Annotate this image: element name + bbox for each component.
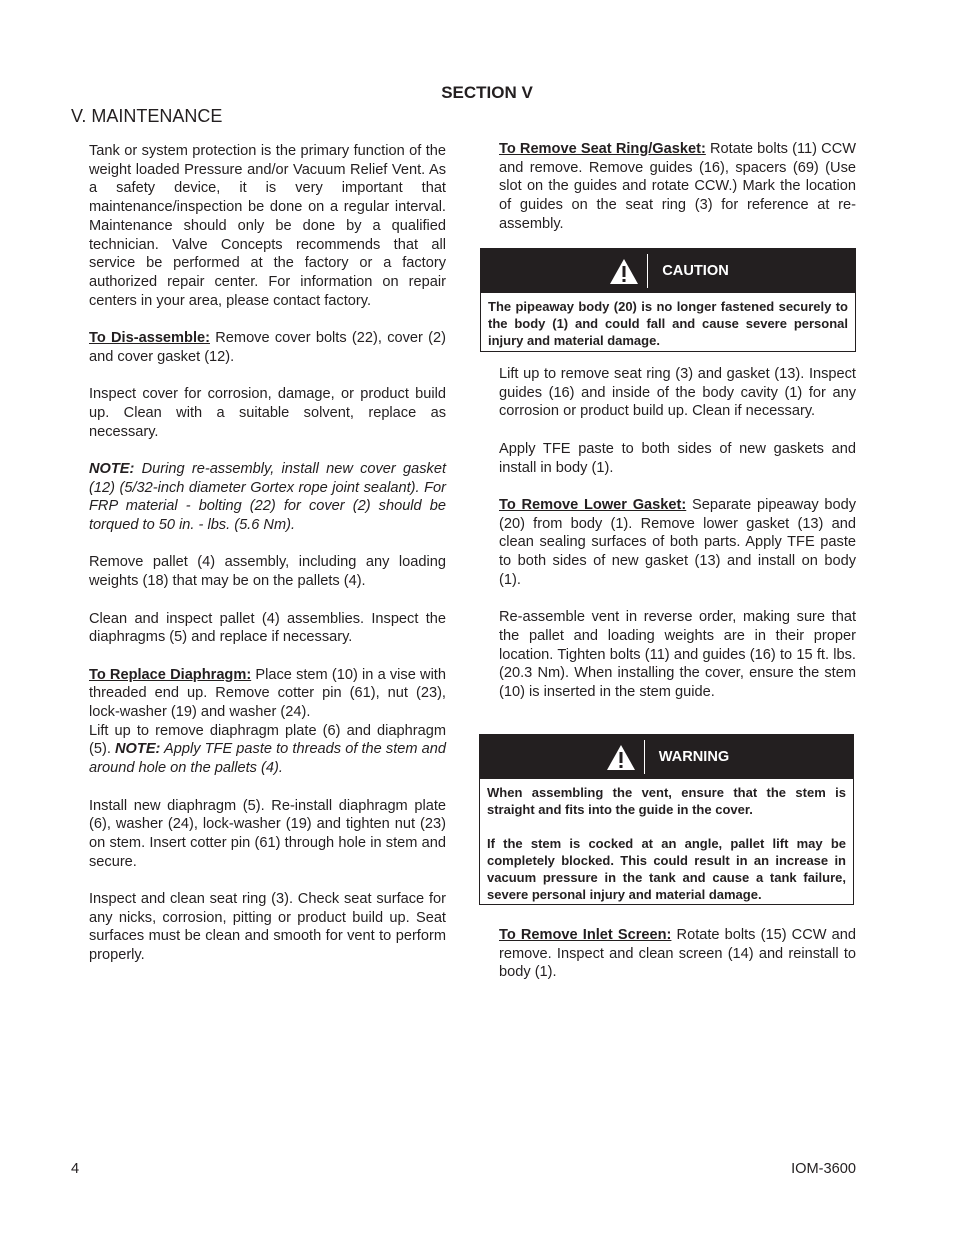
apply-tfe-paragraph: Apply TFE paste to both sides of new gaskets and install in body (1). [499, 440, 856, 476]
warning-box [479, 734, 854, 905]
reassemble-paragraph: Re-assemble vent in reverse order, making sure that the pallet and loading weights are in their proper location. Tighten bolts (11) and guides (16) to 15 ft. lbs. (20.3 Nm). When installing the cover, ensure the stem (10) is inserted in the stem guide. [499, 609, 856, 700]
caution-text: The pipeaway body (20) is no longer fastened securely to the body (1) and could fall and cause severe personal injury and material damage. [488, 299, 848, 348]
note-label: NOTE: [89, 460, 135, 477]
document-id: IOM-3600 [791, 1161, 856, 1177]
header-divider [647, 254, 648, 288]
remove-inlet-screen-paragraph [499, 926, 856, 982]
note-label: NOTE: [115, 741, 161, 758]
disassemble-paragraph [89, 329, 446, 366]
note-tfe-text: Apply TFE paste to threads of the stem and around hole on the pallets (4). [89, 741, 446, 777]
install-diaphragm-paragraph: Install new diaphragm (5). Re-install diaphragm plate (6), washer (24), lock-washer (19) and tighten nut (23) on stem. Insert cotter pin (61) through hole in stem and secure. [89, 797, 446, 870]
note-gasket-paragraph [89, 460, 446, 535]
remove-lower-gasket-paragraph [499, 496, 856, 590]
warning-body [480, 779, 853, 905]
caution-box [480, 248, 856, 352]
inspect-seat-paragraph: Inspect and clean seat ring (3). Check seat surface for any nicks, corrosion, pitting or product build up. Seat surfaces must be clean and smooth for vent to perform properly. [89, 891, 446, 964]
page-number: 4 [71, 1161, 80, 1177]
caution-label: CAUTION [662, 263, 729, 279]
replace-diaphragm-text: Place stem (10) in a vise with threaded end up. Remove cotter pin (61), nut (23), lock-washer (19) and washer (24). [89, 666, 446, 720]
right-column-middle [499, 365, 856, 720]
warning-label: WARNING [658, 749, 730, 765]
remove-lower-gasket-text: Separate pipeaway body (20) from body (1). Remove lower gasket (13) and clean sealing surfaces of both parts. Apply TFE paste to both sides of new gasket (13) and install on body (1). [499, 496, 856, 588]
warning-triangle-icon [607, 254, 641, 288]
chapter-title: V. MAINTENANCE [71, 106, 223, 126]
caution-header [481, 249, 855, 293]
clean-pallet-paragraph: Clean and inspect pallet (4) assemblies. Inspect the diaphragms (5) and replace if necessary. [89, 610, 446, 646]
replace-diaphragm-heading: To Replace Diaphragm: [89, 666, 252, 683]
warning-header [480, 735, 853, 779]
section-title: SECTION V [441, 83, 533, 102]
intro-paragraph: Tank or system protection is the primary function of the weight loaded Pressure and/or Vacuum Relief Vent. As a safety device, it is very important that maintenance/inspection be done on a regular interval. Maintenance should only be done by a qualified technician. Valve Concepts recommends that all service be performed at the factory or a factory authorized repair center. For information on repair centers in your area, please contact factory. [89, 143, 446, 309]
warning-triangle-icon [604, 740, 638, 774]
header-divider [644, 740, 645, 774]
remove-seat-heading: To Remove Seat Ring/Gasket: [499, 141, 706, 157]
warning-text-1: When assembling the vent, ensure that the stem is straight and fits into the guide in the cover. [487, 785, 846, 817]
remove-seat-text: Rotate bolts (11) CCW and remove. Remove guides (16), spacers (69) (Use slot on the guides and rotate CCW.) Mark the location of guides on the seat ring (3) for reference at re-assembly. [499, 141, 857, 232]
lift-diaphragm-text: Lift up to remove diaphragm plate (6) and diaphragm (5). [89, 722, 446, 758]
remove-inlet-screen-heading: To Remove Inlet Screen: [499, 927, 672, 943]
right-column-top [499, 140, 856, 252]
warning-text-2: If the stem is cocked at an angle, pallet lift may be completely blocked. This could result in an increase in vacuum pressure in the tank and cause a tank failure, severe personal injury and material damage. [487, 836, 846, 902]
caution-body [481, 293, 855, 351]
lift-seat-paragraph: Lift up to remove seat ring (3) and gasket (13). Inspect guides (16) and inside of the body cavity (1) for any corrosion or product build up. Clean if necessary. [499, 366, 856, 420]
right-column-bottom [499, 926, 856, 982]
remove-seat-paragraph [499, 140, 856, 234]
disassemble-text: Remove cover bolts (22), cover (2) and cover gasket (12). [89, 330, 446, 365]
disassemble-heading: To Dis-assemble: [89, 330, 210, 347]
inspect-cover-paragraph: Inspect cover for corrosion, damage, or product build up. Clean with a suitable solvent, replace as necessary. [89, 386, 446, 440]
remove-lower-gasket-heading: To Remove Lower Gasket: [499, 496, 687, 513]
left-column [89, 142, 446, 984]
note-gasket-text: During re-assembly, install new cover gasket (12) (5/32-inch diameter Gortex rope joint sealant). For FRP material - bolting (22) for cover (2) should be torqued to 50 in. - lbs. (5.6 Nm). [89, 460, 446, 534]
remove-pallet-paragraph: Remove pallet (4) assembly, including any loading weights (18) that may be on the pallets (4). [89, 554, 446, 590]
replace-diaphragm-paragraph [89, 666, 446, 778]
remove-inlet-screen-text: Rotate bolts (15) CCW and remove. Inspect and clean screen (14) and reinstall to body (1). [499, 927, 856, 981]
